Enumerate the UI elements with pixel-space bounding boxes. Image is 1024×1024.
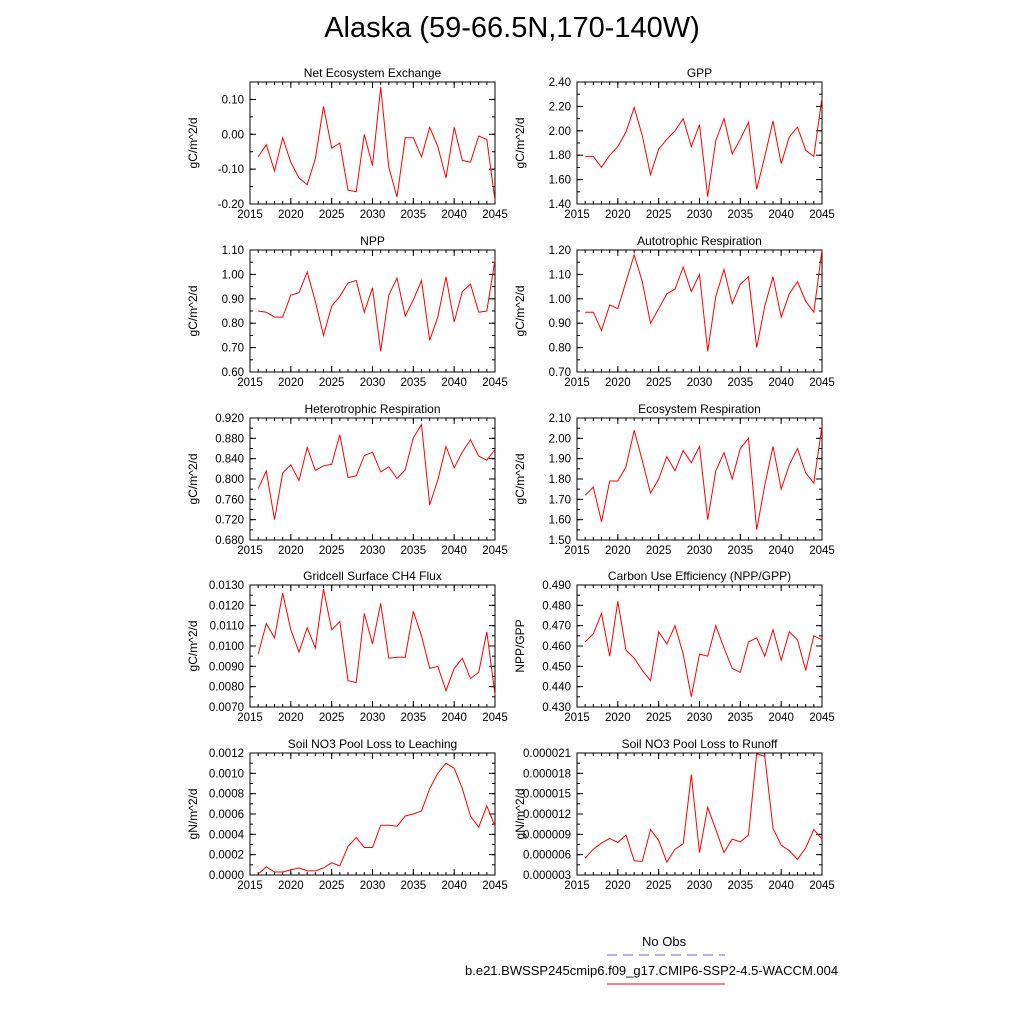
y-tick-label: 2.10 xyxy=(548,413,571,425)
series-line xyxy=(258,87,495,200)
panel-4 xyxy=(186,402,508,557)
y-tick-label: 0.90 xyxy=(548,318,571,331)
y-tick-label: 0.70 xyxy=(221,342,244,355)
y-tick-label: 1.90 xyxy=(548,453,571,466)
x-tick-label: 2035 xyxy=(400,377,427,389)
x-tick-label: 2035 xyxy=(400,712,427,724)
x-tick-label: 2020 xyxy=(278,209,304,221)
x-tick-label: 2040 xyxy=(441,545,467,557)
x-tick-label: 2035 xyxy=(400,880,427,892)
x-tick-label: 2025 xyxy=(645,712,672,724)
x-tick-label: 2045 xyxy=(482,209,508,221)
panel-2 xyxy=(186,234,508,389)
plot-frame xyxy=(577,82,822,204)
y-tick-label: -0.10 xyxy=(217,164,244,177)
y-tick-label: 0.0000 xyxy=(208,870,244,882)
y-tick-label: 0.800 xyxy=(215,474,244,486)
y-tick-label: 1.40 xyxy=(548,199,571,211)
y-tick-label: 0.760 xyxy=(215,494,244,507)
x-tick-label: 2040 xyxy=(441,712,467,724)
y-axis-label: gN/m^2/d xyxy=(186,788,200,840)
y-tick-label: 0.0080 xyxy=(208,681,244,694)
series-line xyxy=(585,426,822,530)
x-tick-label: 2035 xyxy=(727,377,754,389)
y-tick-label: 2.40 xyxy=(548,77,571,89)
y-tick-label: 0.920 xyxy=(215,413,244,425)
y-tick-label: -0.20 xyxy=(217,199,244,211)
x-tick-label: 2015 xyxy=(564,880,590,892)
y-tick-label: 2.00 xyxy=(548,125,571,138)
x-tick-label: 2015 xyxy=(564,209,590,221)
x-tick-label: 2025 xyxy=(318,377,345,389)
x-tick-label: 2030 xyxy=(359,712,386,724)
x-tick-label: 2025 xyxy=(645,209,672,221)
x-tick-label: 2030 xyxy=(359,209,386,221)
y-tick-label: 0.0120 xyxy=(208,600,244,613)
y-tick-label: 0.0100 xyxy=(208,641,244,653)
x-tick-label: 2020 xyxy=(605,712,631,724)
y-tick-label: 0.720 xyxy=(215,514,244,527)
x-tick-label: 2045 xyxy=(482,545,508,557)
y-tick-label: 1.00 xyxy=(548,293,571,306)
x-tick-label: 2030 xyxy=(686,545,713,557)
y-tick-label: 1.20 xyxy=(548,245,571,257)
y-tick-label: 0.0090 xyxy=(208,661,244,674)
x-tick-label: 2030 xyxy=(686,377,713,389)
panel-6 xyxy=(186,569,508,724)
panel-title: Net Ecosystem Exchange xyxy=(303,66,442,80)
x-tick-label: 2015 xyxy=(237,209,263,221)
y-tick-label: 0.0110 xyxy=(209,620,244,633)
x-tick-label: 2025 xyxy=(645,377,672,389)
y-tick-label: 1.60 xyxy=(548,514,571,527)
y-axis-label: gC/m^2/d xyxy=(186,285,200,337)
y-tick-label: 0.0002 xyxy=(208,849,244,862)
y-tick-label: 0.480 xyxy=(542,600,571,613)
x-tick-label: 2025 xyxy=(318,545,345,557)
x-tick-label: 2015 xyxy=(237,545,263,557)
y-tick-label: 0.0004 xyxy=(208,829,244,842)
y-axis-label: gC/m^2/d xyxy=(513,285,527,337)
panel-9 xyxy=(513,737,835,892)
y-tick-label: 0.680 xyxy=(215,535,244,547)
panel-1 xyxy=(513,66,835,221)
plot-frame xyxy=(577,418,822,540)
x-tick-label: 2035 xyxy=(727,209,754,221)
x-tick-label: 2025 xyxy=(645,545,672,557)
x-tick-label: 2020 xyxy=(278,545,304,557)
y-tick-label: 1.80 xyxy=(548,150,571,163)
x-tick-label: 2045 xyxy=(809,712,835,724)
y-tick-label: 0.80 xyxy=(548,342,571,355)
x-tick-label: 2040 xyxy=(768,209,794,221)
x-tick-label: 2045 xyxy=(482,712,508,724)
panel-title: Ecosystem Respiration xyxy=(638,402,761,416)
x-tick-label: 2025 xyxy=(318,712,345,724)
y-tick-label: 0.000006 xyxy=(523,849,571,862)
panel-title: Autotrophic Respiration xyxy=(637,234,762,248)
x-tick-label: 2040 xyxy=(441,377,467,389)
x-tick-label: 2030 xyxy=(686,880,713,892)
panel-3 xyxy=(513,234,835,389)
plot-frame xyxy=(250,418,495,540)
y-tick-label: 0.440 xyxy=(542,681,571,694)
y-axis-label: gC/m^2/d xyxy=(186,453,200,505)
x-tick-label: 2035 xyxy=(727,712,754,724)
x-tick-label: 2045 xyxy=(482,880,508,892)
x-tick-label: 2020 xyxy=(605,880,631,892)
y-tick-label: 0.00 xyxy=(221,129,244,142)
figure-title: Alaska (59-66.5N,170-140W) xyxy=(324,12,700,44)
series-line xyxy=(585,754,822,862)
y-tick-label: 1.70 xyxy=(548,494,571,507)
x-tick-label: 2020 xyxy=(278,377,304,389)
panel-title: Carbon Use Efficiency (NPP/GPP) xyxy=(607,569,792,583)
y-tick-label: 0.000015 xyxy=(523,788,571,801)
y-axis-label: gN/m^2/d xyxy=(513,788,527,840)
y-tick-label: 0.0012 xyxy=(208,748,244,760)
x-tick-label: 2020 xyxy=(605,545,631,557)
panel-title: NPP xyxy=(360,234,385,248)
y-tick-label: 0.000003 xyxy=(523,870,571,882)
x-tick-label: 2030 xyxy=(686,712,713,724)
x-tick-label: 2015 xyxy=(237,880,263,892)
y-tick-label: 0.000021 xyxy=(523,748,571,760)
y-tick-label: 0.10 xyxy=(221,94,244,107)
y-tick-label: 0.0008 xyxy=(208,788,244,801)
x-tick-label: 2030 xyxy=(359,880,386,892)
panel-0 xyxy=(186,66,508,221)
panel-7 xyxy=(513,569,835,724)
x-tick-label: 2030 xyxy=(359,545,386,557)
series-line xyxy=(258,589,495,695)
x-tick-label: 2035 xyxy=(727,545,754,557)
x-tick-label: 2020 xyxy=(605,377,631,389)
x-tick-label: 2015 xyxy=(564,377,590,389)
x-tick-label: 2015 xyxy=(237,377,263,389)
plot-frame xyxy=(577,753,822,875)
x-tick-label: 2045 xyxy=(809,545,835,557)
x-tick-label: 2015 xyxy=(564,712,590,724)
y-tick-label: 0.70 xyxy=(548,367,571,379)
x-tick-label: 2040 xyxy=(768,712,794,724)
x-tick-label: 2025 xyxy=(318,209,345,221)
y-tick-label: 0.0010 xyxy=(208,768,244,781)
y-tick-label: 0.880 xyxy=(215,433,244,446)
x-tick-label: 2040 xyxy=(768,377,794,389)
series-line xyxy=(585,601,822,697)
y-tick-label: 0.0006 xyxy=(208,809,244,821)
panel-title: GPP xyxy=(686,66,713,80)
y-axis-label: NPP/GPP xyxy=(513,619,527,673)
y-tick-label: 1.50 xyxy=(548,535,571,547)
series-line xyxy=(585,98,822,197)
legend-label-model: b.e21.BWSSP245cmip6.f09_g17.CMIP6-SSP2-4.5-WACCM.004 xyxy=(465,963,839,978)
panel-title: Heterotrophic Respiration xyxy=(304,402,441,416)
x-tick-label: 2040 xyxy=(768,880,794,892)
y-tick-label: 1.10 xyxy=(548,269,571,282)
y-axis-label: gC/m^2/d xyxy=(513,117,527,169)
y-tick-label: 0.000012 xyxy=(523,809,571,821)
x-tick-label: 2045 xyxy=(809,377,835,389)
x-tick-label: 2015 xyxy=(237,712,263,724)
panel-title: Soil NO3 Pool Loss to Leaching xyxy=(287,737,458,751)
series-line xyxy=(258,260,495,352)
x-tick-label: 2020 xyxy=(605,209,631,221)
y-tick-label: 2.20 xyxy=(548,101,571,114)
x-tick-label: 2045 xyxy=(809,880,835,892)
y-tick-label: 0.0070 xyxy=(208,702,244,714)
panel-5 xyxy=(513,402,835,557)
x-tick-label: 2040 xyxy=(768,545,794,557)
panel-8 xyxy=(186,737,508,892)
panel-title: Gridcell Surface CH4 Flux xyxy=(303,569,442,583)
x-tick-label: 2035 xyxy=(400,545,427,557)
y-tick-label: 1.00 xyxy=(221,269,244,282)
y-tick-label: 0.430 xyxy=(542,702,571,714)
plot-frame xyxy=(577,250,822,372)
y-tick-label: 0.450 xyxy=(542,661,571,674)
plot-frame xyxy=(250,585,495,707)
y-tick-label: 0.490 xyxy=(542,580,571,592)
y-tick-label: 1.80 xyxy=(548,474,571,486)
x-tick-label: 2030 xyxy=(359,377,386,389)
y-tick-label: 0.460 xyxy=(542,641,571,653)
y-tick-label: 0.840 xyxy=(215,453,244,466)
y-tick-label: 0.90 xyxy=(221,293,244,306)
y-tick-label: 0.80 xyxy=(221,318,244,331)
x-tick-label: 2040 xyxy=(441,880,467,892)
x-tick-label: 2020 xyxy=(278,880,304,892)
y-tick-label: 1.60 xyxy=(548,174,571,187)
y-axis-label: gC/m^2/d xyxy=(186,620,200,672)
y-axis-label: gC/m^2/d xyxy=(186,117,200,169)
series-line xyxy=(258,763,495,874)
plot-frame xyxy=(250,753,495,875)
x-tick-label: 2035 xyxy=(400,209,427,221)
y-tick-label: 2.00 xyxy=(548,433,571,446)
x-tick-label: 2025 xyxy=(645,880,672,892)
y-tick-label: 0.000018 xyxy=(523,768,571,781)
y-axis-label: gC/m^2/d xyxy=(513,453,527,505)
y-tick-label: 0.000009 xyxy=(523,829,571,842)
x-tick-label: 2025 xyxy=(318,880,345,892)
series-line xyxy=(585,250,822,351)
x-tick-label: 2035 xyxy=(727,880,754,892)
y-tick-label: 0.470 xyxy=(542,620,571,633)
x-tick-label: 2040 xyxy=(441,209,467,221)
y-tick-label: 0.0130 xyxy=(208,580,244,592)
plot-frame xyxy=(250,250,495,372)
y-tick-label: 0.60 xyxy=(221,367,244,379)
x-tick-label: 2030 xyxy=(686,209,713,221)
legend-label-no-obs: No Obs xyxy=(642,934,687,949)
x-tick-label: 2045 xyxy=(809,209,835,221)
x-tick-label: 2020 xyxy=(278,712,304,724)
series-line xyxy=(258,425,495,520)
panel-title: Soil NO3 Pool Loss to Runoff xyxy=(621,737,778,751)
x-tick-label: 2015 xyxy=(564,545,590,557)
x-tick-label: 2045 xyxy=(482,377,508,389)
y-tick-label: 1.10 xyxy=(221,245,244,257)
